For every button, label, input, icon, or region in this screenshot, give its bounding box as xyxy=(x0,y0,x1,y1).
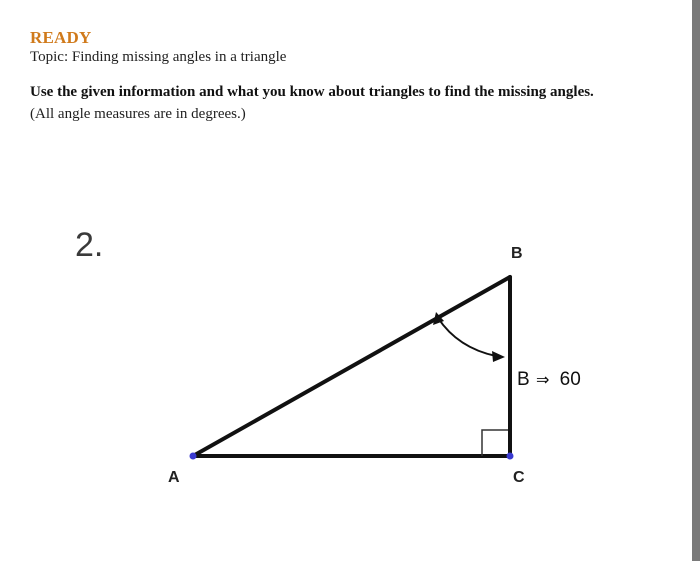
given-angle-value: 60 xyxy=(559,369,581,390)
angle-arc-arrowhead-icon xyxy=(492,351,505,362)
arrow-icon: ⇒ xyxy=(535,372,550,389)
problem-number: 2. xyxy=(75,226,104,264)
vertex-label-c: C xyxy=(513,469,525,486)
vertex-dot-c xyxy=(507,453,514,460)
page-edge-rule xyxy=(692,0,700,561)
instructions-text: Use the given information and what you know about triangles to find the missing angles. xyxy=(30,84,594,100)
given-angle-annotation xyxy=(517,369,581,390)
topic-line: Topic: Finding missing angles in a triangle xyxy=(30,49,287,65)
section-label: READY xyxy=(30,28,92,47)
vertex-label-b: B xyxy=(511,245,523,262)
vertex-dot-a xyxy=(190,453,197,460)
vertex-label-a: A xyxy=(168,469,180,486)
angle-arc xyxy=(438,318,496,356)
given-angle-vertex: B xyxy=(517,369,530,390)
side-ab xyxy=(193,277,510,456)
right-angle-marker xyxy=(482,430,508,456)
units-note: (All angle measures are in degrees.) xyxy=(30,106,246,122)
